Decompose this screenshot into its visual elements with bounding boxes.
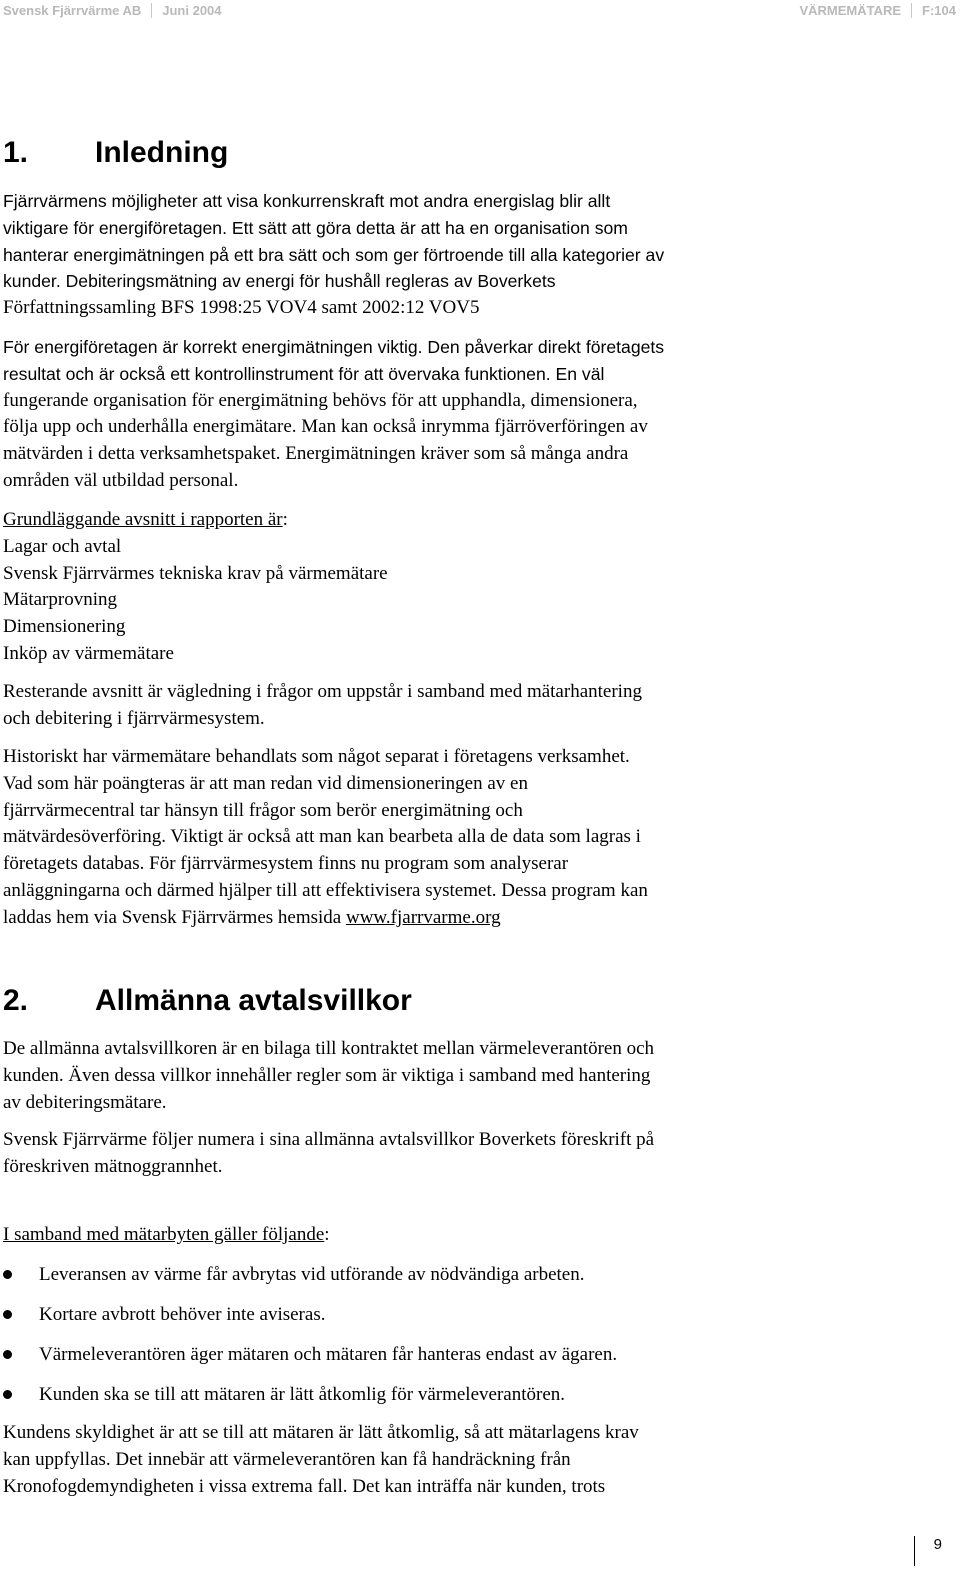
text-line: fungerande organisation för energimätning behövs för att upphandla, dimensionera,	[3, 389, 638, 411]
text-line: Vad som här poängteras är att man redan vid dimensioneringen av en	[3, 772, 528, 794]
list-item: Svensk Fjärrvärmes tekniska krav på värmemätare	[3, 562, 388, 584]
text-line: viktigare för energiföretagen. Ett sätt att göra detta är att ha en organisation som	[3, 217, 628, 238]
text-line: mätvärdesöverföring. Viktigt är också att man kan bearbeta alla de data som lagras i	[3, 826, 641, 848]
header-doc-code: F:104	[922, 3, 956, 18]
header-divider	[151, 3, 152, 18]
report-sections-heading	[3, 507, 388, 534]
section-1-title: Inledning	[95, 136, 229, 169]
section-1-paragraph-3	[3, 679, 642, 733]
bullet-icon	[3, 1310, 12, 1319]
text-line: mätvärden i detta verksamhetspaket. Energimätningen kräver som så många andra	[3, 443, 629, 465]
text-line: Kundens skyldighet är att se till att mätaren är lätt åtkomlig, så att mätarlagens krav	[3, 1422, 639, 1443]
list-item: Inköp av värmemätare	[3, 642, 174, 664]
text-line: Svensk Fjärrvärme följer numera i sina allmänna avtalsvillkor Boverkets föreskrift på	[3, 1129, 655, 1150]
text-line: Resterande avsnitt är vägledning i frågor om uppstår i samband med mätarhantering	[3, 681, 642, 702]
page-number: 9	[933, 1536, 942, 1553]
website-link[interactable]: www.fjarrvarme.org	[345, 906, 501, 928]
text-line: De allmänna avtalsvillkoren är en bilaga till kontraktet mellan värmeleverantören och	[3, 1038, 655, 1059]
text-line: föreskriven mätnoggrannhet.	[3, 1155, 223, 1177]
colon: :	[324, 1224, 330, 1245]
bullet-text: Kunden ska se till att mätaren är lätt åtkomlig för värmeleverantören.	[39, 1384, 565, 1405]
text-line: resultat och är också ett kontrollinstrument för att övervaka funktionen. En väl	[3, 363, 605, 384]
text-line-with-link	[3, 905, 648, 932]
text-line: Kronofogdemyndigheten i vissa extrema fall. Det kan inträffa när kunden, trots	[3, 1475, 606, 1497]
list-item: Lagar och avtal	[3, 535, 122, 557]
bullet-icon	[3, 1350, 12, 1359]
list-item: Dimensionering	[3, 616, 126, 638]
header-divider	[911, 3, 912, 18]
text-line: och debitering i fjärrvärmesystem.	[3, 707, 265, 729]
text-line: kunden. Även dessa villkor innehåller regler som är viktiga i samband med hantering	[3, 1064, 651, 1086]
meter-change-heading	[3, 1222, 330, 1249]
report-sections-list	[3, 507, 388, 668]
section-1-paragraph-2	[3, 334, 664, 495]
text-line: företagets databas. För fjärrvärmesystem finns nu program som analyserar	[3, 853, 569, 875]
page-header	[0, 0, 960, 22]
section-2-paragraph-3	[3, 1420, 639, 1500]
header-doc-title: VÄRMEMÄTARE	[799, 3, 902, 18]
list-item: Mätarprovning	[3, 589, 117, 611]
bullet-text: Leveransen av värme får avbrytas vid utförande av nödvändiga arbeten.	[39, 1264, 585, 1285]
page-footer	[934, 1536, 942, 1553]
text-line: områden väl utbildad personal.	[3, 469, 239, 491]
bullet-icon	[3, 1390, 12, 1399]
section-2-number: 2.	[3, 984, 29, 1017]
bullet-text: Kortare avbrott behöver inte aviseras.	[39, 1304, 326, 1325]
colon: :	[282, 509, 288, 530]
text-line: laddas hem via Svensk Fjärrvärmes hemsida	[3, 906, 346, 928]
text-line: hanterar energimätningen på ett bra sätt och som ger förtroende till alla kategorier av	[3, 244, 665, 265]
text-line: För energiföretagen är korrekt energimätningen viktig. Den påverkar direkt företagets	[3, 337, 665, 357]
underlined-heading: I samband med mätarbyten gäller följande	[3, 1224, 325, 1245]
bullet-text: Värmeleverantören äger mätaren och mätaren får hanteras endast av ägaren.	[39, 1344, 618, 1365]
section-2-title: Allmänna avtalsvillkor	[95, 984, 412, 1017]
text-line: Fjärrvärmens möjligheter att visa konkurrenskraft mot andra energislag blir allt	[3, 191, 611, 211]
section-1-paragraph-4	[3, 744, 648, 932]
section-2-paragraph-2	[3, 1127, 654, 1181]
section-2-paragraph-1	[3, 1036, 654, 1116]
header-date: Juni 2004	[162, 3, 222, 18]
bullet-icon	[3, 1270, 12, 1279]
text-line: anläggningarna och därmed hjälper till att effektivisera systemet. Dessa program kan	[3, 879, 648, 901]
text-line: kunder. Debiteringsmätning av energi för hushåll regleras av Boverkets	[3, 271, 556, 292]
header-org: Svensk Fjärrvärme AB	[3, 3, 142, 18]
section-1-number: 1.	[3, 136, 29, 169]
text-line: Författningssamling BFS 1998:25 VOV4 samt 2002:12 VOV5	[3, 297, 480, 319]
text-line: fjärrvärmecentral tar hänsyn till frågor som berör energimätning och	[3, 799, 523, 821]
text-line: Historiskt har värmemätare behandlats som något separat i företagens verksamhet.	[3, 746, 630, 767]
text-line: kan uppfyllas. Det innebär att värmeleverantören kan få handräckning från	[3, 1448, 571, 1470]
section-1-paragraph-1	[3, 188, 664, 322]
underlined-heading: Grundläggande avsnitt i rapporten är	[3, 509, 283, 530]
header-left	[3, 3, 222, 18]
footer-divider	[914, 1536, 915, 1566]
text-line: av debiteringsmätare.	[3, 1091, 167, 1113]
text-line: följa upp och underhålla energimätare. Man kan också inrymma fjärröverföringen av	[3, 416, 648, 438]
header-right	[799, 3, 956, 18]
